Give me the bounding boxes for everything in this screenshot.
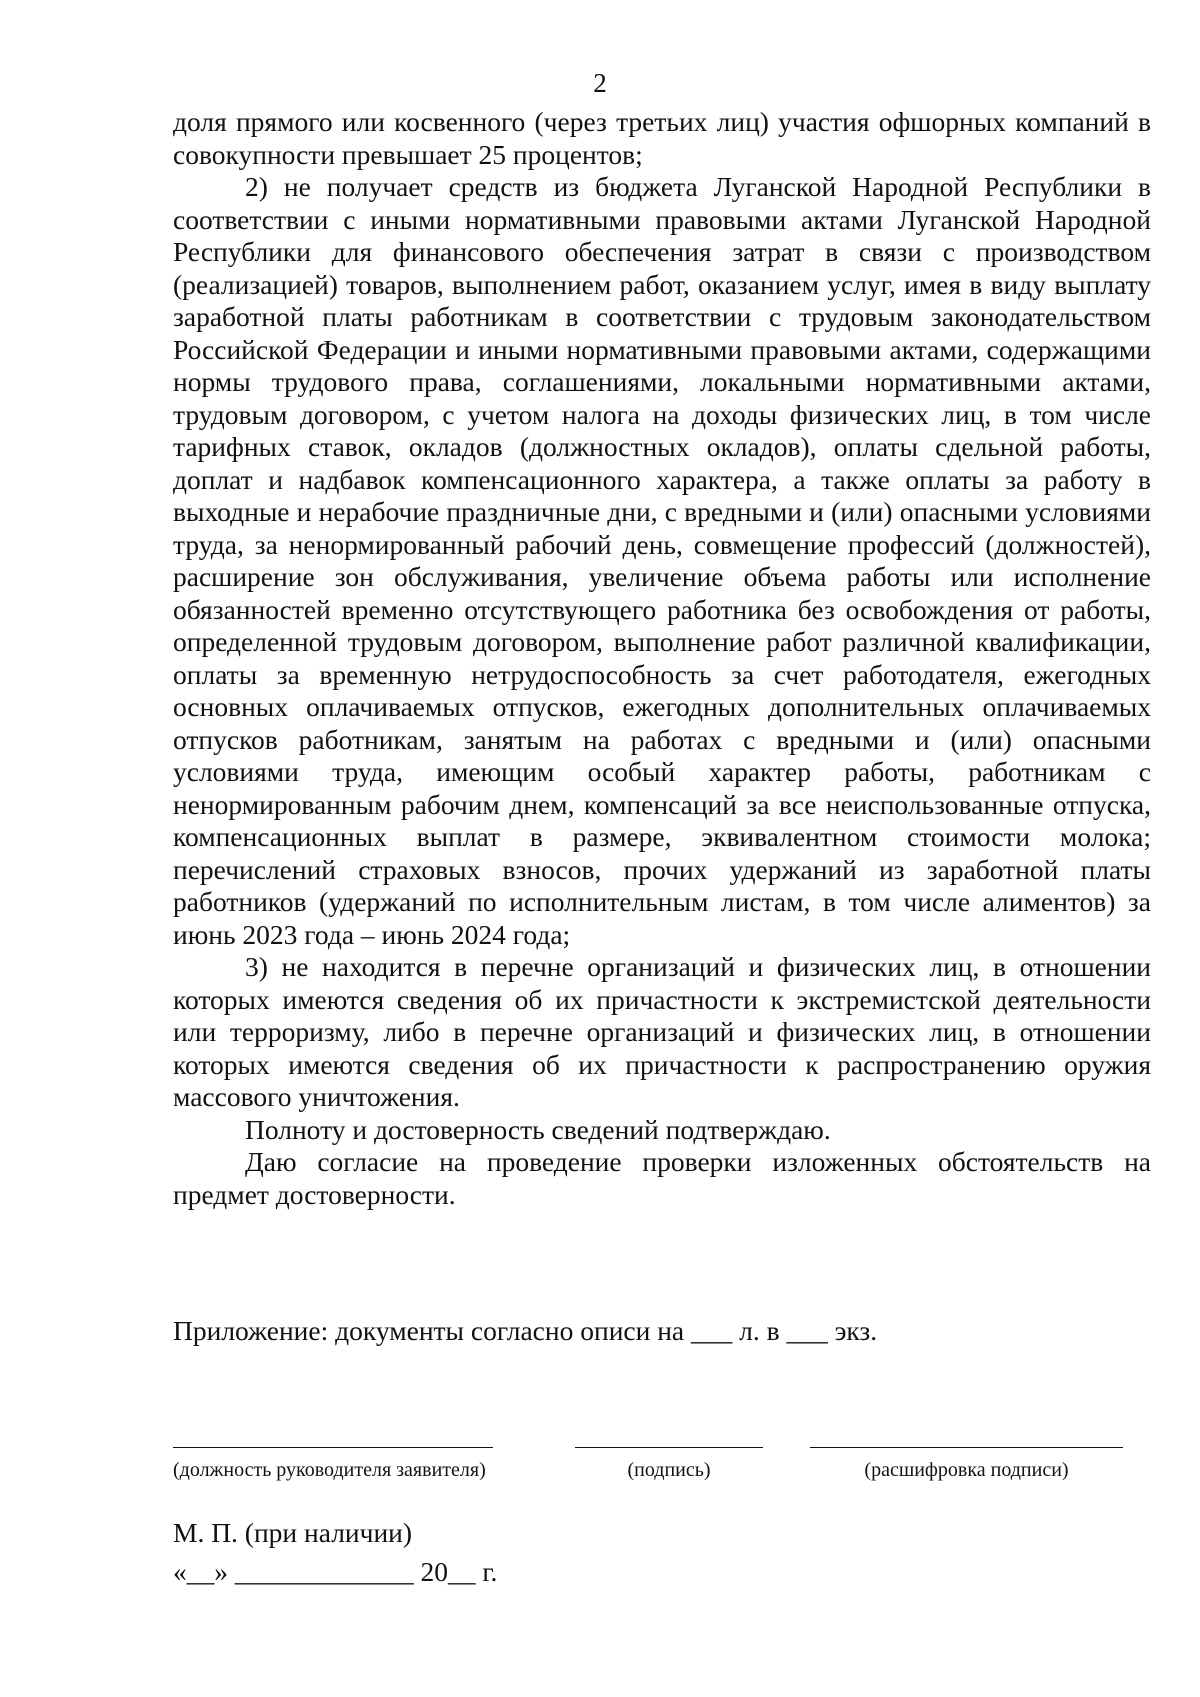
stamp-place: М. П. (при наличии) xyxy=(173,1517,413,1548)
date-line: «__» _____________ 20__ г. xyxy=(173,1556,498,1587)
position-signature-line xyxy=(173,1447,493,1448)
signature-decoding-line xyxy=(810,1447,1123,1448)
paragraph-item-3: 3) не находится в перечне организаций и физических лиц, в отношении которых имеются сведения об их причастности к экстремистской деятельности или терроризму, либо в перечне организаций и физических лиц, в отношении которых имеются сведения об их причастности к распространению оружия массового уничтожения. xyxy=(173,951,1151,1112)
signature-caption: (подпись) xyxy=(627,1459,711,1481)
paragraph-item-2: 2) не получает средств из бюджета Луганской Народной Республики в соответствии с иными нормативными правовыми актами Луганской Народной Республики для финансового обеспечения затрат в связи с производством (реализацией) товаров, выполнением работ, оказанием услуг, имея в виду выплату заработной платы работникам в соответствии с трудовым законодательством Российской Федерации и иными нормативными правовыми актами, содержащими нормы трудового права, соглашениями, локальными нормативными актами, трудовым договором, с учетом налога на доходы физических лиц, в том числе тарифных ставок, окладов (должностных окладов), оплаты сдельной работы, доплат и надбавок компенсационного характера, а также оплаты за работу в выходные и нерабочие праздничные дни, с вредными и (или) опасными условиями труда, за ненормированный рабочий день, совмещение профессий (должностей), расширение зон обслуживания, увеличение объема работы или исполнение обязанностей временно отсутствующего работника без освобождения от работы, определенной трудовым договором, выполнение работ различной квалификации, оплаты за временную нетрудоспособность за счет работодателя, ежегодных основных оплачиваемых отпусков, ежегодных дополнительных оплачиваемых отпусков работникам, занятым на работах с вредными и (или) опасными условиями труда, имеющим особый характер работы, работникам с ненормированным рабочим днем, компенсаций за все неиспользованные отпуска, компенсационных выплат в размере, эквивалентном стоимости молока; перечислений страховых взносов, прочих удержаний из заработной платы работников (удержаний по исполнительным листам, в том числе алиментов) за июнь 2023 года – июнь 2024 года; xyxy=(173,171,1151,950)
paragraph-confirmation: Полноту и достоверность сведений подтверждаю. xyxy=(245,1113,831,1145)
document-body xyxy=(173,106,1151,1211)
page-number: 2 xyxy=(593,68,607,98)
signature-line xyxy=(575,1447,763,1448)
attachment-line: Приложение: документы согласно описи на ___ л. в ___ экз. xyxy=(173,1315,878,1346)
position-caption: (должность руководителя заявителя) xyxy=(173,1459,486,1481)
paragraph-offshore-share: доля прямого или косвенного (через третьих лиц) участия офшорных компаний в совокупности превышает 25 процентов; xyxy=(173,106,1151,170)
signature-decoding-caption: (расшифровка подписи) xyxy=(864,1459,1069,1481)
paragraph-consent: Даю согласие на проведение проверки изложенных обстоятельств на предмет достоверности. xyxy=(173,1146,1151,1210)
